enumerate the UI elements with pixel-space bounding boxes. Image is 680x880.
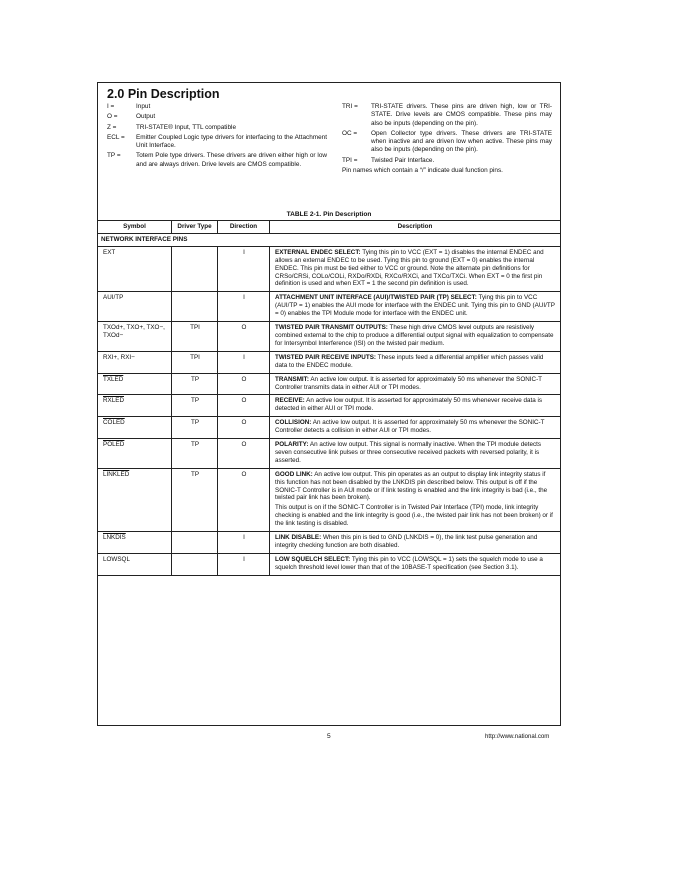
header-direction: Direction <box>218 221 270 234</box>
pin-direction: I <box>218 553 270 575</box>
pin-symbol-text: LNKDIS <box>103 534 126 542</box>
pin-symbol-text: RXI+, RXI− <box>103 353 135 361</box>
definition-text: TRI-STATE® Input, TTL compatible <box>136 123 237 131</box>
pin-description-text: When this pin is tied to GND (LNKDIS = 0), the link test pulse generation and integrity checking function are both disabled. <box>275 534 538 549</box>
pin-description <box>270 439 561 469</box>
pin-direction: I <box>218 532 270 554</box>
section-row <box>98 233 560 246</box>
pin-driver-type: TP <box>172 468 218 531</box>
pin-symbol-text: RXLED <box>103 397 124 405</box>
pin-symbol <box>98 373 172 395</box>
table-row <box>98 351 560 373</box>
definition-key: O = <box>107 113 118 121</box>
pin-symbol <box>98 439 172 469</box>
pin-direction: O <box>218 395 270 417</box>
definition-item <box>107 152 327 169</box>
pin-description-heading: POLARITY: <box>275 441 309 449</box>
pin-symbol <box>98 322 172 352</box>
page-title: 2.0 Pin Description <box>107 87 220 101</box>
pin-description-text: An active low output. This pin operates as an output to display link integrity status if this function has not been disabled by the LNKDIS pin described below. This output is off if the SONIC-T Controller is in AUI mode or if link testing is enabled and the link integrity is bad (i.e., the twisted pair link has been broken). <box>275 470 548 502</box>
pin-description <box>270 553 561 575</box>
pin-symbol <box>98 395 172 417</box>
header-symbol: Symbol <box>98 221 172 234</box>
definition-text: Output <box>136 113 156 121</box>
pin-description-text: These high drive CMOS level outputs are resistively combined external to the chip to produce a differential output signal with equalization to compensate for Intersymbol Interference (ISI) on the twisted pair medium. <box>275 324 554 347</box>
pin-direction: O <box>218 322 270 352</box>
pin-description-text: Tying this pin to VCC (EXT = 1) disables the internal ENDEC and allows an external ENDEC to be used. Tying this pin to ground (EXT = 0) enables the internal ENDEC. This pin must be tied either to VCC or ground. Note the alternate pin definitions for CRSo/CRSi, COLo/COLi, RXDo/RXDi, RXCo/RXCi, and TXCo/TXCi. When EXT = 0 the first pin definition is used and when EXT = 1 the second pin definition is used. <box>275 248 544 288</box>
pin-description-heading: GOOD LINK: <box>275 470 313 478</box>
definition-item <box>342 103 552 128</box>
pin-driver-type: TP <box>172 373 218 395</box>
table-row <box>98 322 560 352</box>
pin-description-heading: RECEIVE: <box>275 397 305 405</box>
definition-key: Z = <box>107 123 117 131</box>
definition-text: Emitter Coupled Logic type drivers for interfacing to the Attachment Unit Interface. <box>136 133 327 150</box>
table-title: TABLE 2-1. Pin Description <box>286 211 372 218</box>
pin-symbol-text: LINKLED <box>103 470 130 478</box>
header-description: Description <box>270 221 561 234</box>
pin-description <box>270 246 561 292</box>
pin-description-heading: EXTERNAL ENDEC SELECT: <box>275 248 361 256</box>
pin-symbol-text: EXT <box>103 248 116 256</box>
header-driver-type: Driver Type <box>172 221 218 234</box>
table-row <box>98 553 560 575</box>
pin-description-text: These inputs feed a differential amplifier which passes valid data to the ENDEC module. <box>275 353 544 369</box>
definition-text: Twisted Pair Interface. <box>371 156 435 164</box>
footer-url[interactable]: http://www.national.com <box>485 733 550 740</box>
table-row <box>98 373 560 395</box>
pin-description <box>270 532 561 554</box>
pin-description-text: Tying this pin to VCC (AUI/TP = 1) enables the AUI mode for interface with the ENDEC unit. Tying this pin to GND (AUI/TP = 0) enables the TPI Module mode for interface with the ENDEC unit. <box>275 294 555 318</box>
table-row <box>98 532 560 554</box>
table-row <box>98 292 560 322</box>
definition-key: I = <box>107 103 115 110</box>
table-row <box>98 439 560 469</box>
pin-description <box>270 468 561 531</box>
definition-text: Totem Pole type drivers. These drivers are driven either high or low and are always driven. Drive levels are CMOS compatible. <box>136 152 327 168</box>
pin-description <box>270 373 561 395</box>
pin-symbol-text: TXLED <box>103 375 124 383</box>
table-row <box>98 468 560 531</box>
definition-item <box>107 134 327 151</box>
pin-description-text: An active low output. It is asserted for approximately 50 ms whenever receive data is detected in either AUI or TPI mode. <box>275 397 543 413</box>
pin-direction: O <box>218 468 270 531</box>
definition-item <box>107 103 327 111</box>
pin-description <box>270 322 561 352</box>
pin-description-text: An active low output. It is asserted for approximately 50 ms whenever the SONIC-T Controller transmits data in either AUI or TPI modes. <box>275 375 542 391</box>
definition-key: TPI = <box>342 156 358 164</box>
pin-driver-type: TP <box>172 417 218 439</box>
pin-direction: I <box>218 351 270 373</box>
definition-text: Open Collector type drivers. These drivers are TRI-STATE when inactive and are driven low when active. These pins may also be inputs (depending on the pin). <box>371 129 552 154</box>
section-label: NETWORK INTERFACE PINS <box>98 233 560 246</box>
definition-item <box>342 157 552 165</box>
pin-symbol <box>98 292 172 322</box>
pin-description-heading: COLLISION: <box>275 419 312 427</box>
pin-symbol-text: POLED <box>103 441 125 449</box>
pin-symbol <box>98 532 172 554</box>
pin-description-table <box>98 220 560 576</box>
pin-description-text: An active low output. It is asserted for approximately 50 ms whenever the SONIC-T Controller detects a collision in either AUI or TPI modes. <box>275 419 545 435</box>
pin-description-text-2: This output is on if the SONIC-T Controller is in Twisted Pair Interface (TPI) mode, link integrity checking is enabled and the link integrity is good (i.e., the twisted pair link has not been broken) or if the link testing is disabled. <box>275 504 553 528</box>
pin-description-text: Tying this pin to VCC (LOWSQL = 1) sets the squelch mode to use a squelch threshold level lower than that of the 10BASE-T specification (see Section 3.1). <box>275 555 543 571</box>
pin-driver-type: TP <box>172 439 218 469</box>
definitions-left <box>107 103 327 171</box>
table-header-row <box>98 221 560 234</box>
pin-description-heading: ATTACHMENT UNIT INTERFACE (AUI)/TWISTED PAIR (TP) SELECT: <box>275 294 477 302</box>
pin-description-heading: TWISTED PAIR RECEIVE INPUTS: <box>275 353 376 361</box>
definition-text: Input <box>136 103 151 110</box>
pin-description <box>270 395 561 417</box>
pin-symbol-text: COLED <box>103 419 125 427</box>
table-row <box>98 395 560 417</box>
pin-direction: O <box>218 439 270 469</box>
pin-symbol <box>98 553 172 575</box>
definition-item <box>342 130 552 155</box>
pin-description-heading: TRANSMIT: <box>275 375 309 383</box>
pin-driver-type: TP <box>172 395 218 417</box>
pin-direction: I <box>218 246 270 292</box>
pin-driver-type <box>172 292 218 322</box>
pin-driver-type <box>172 532 218 554</box>
definition-key: OC = <box>342 129 358 137</box>
pin-driver-type: TPI <box>172 351 218 373</box>
pin-symbol-text: LOWSQL <box>103 555 130 563</box>
pin-symbol-text: TXOd+, TXO+, TXO−, TXOd− <box>103 324 165 339</box>
pin-driver-type <box>172 246 218 292</box>
pin-driver-type <box>172 553 218 575</box>
definition-key: TRI = <box>342 103 358 110</box>
table-row <box>98 417 560 439</box>
pin-direction: O <box>218 373 270 395</box>
pin-description <box>270 417 561 439</box>
pin-description-heading: LINK DISABLE: <box>275 534 322 542</box>
pin-direction: I <box>218 292 270 322</box>
pin-driver-type: TPI <box>172 322 218 352</box>
pin-description <box>270 351 561 373</box>
definition-text: TRI-STATE drivers. These pins are driven high, low or TRI-STATE. Drive levels are CMOS compatible. These pins may also be inputs (depending on the pin). <box>371 103 552 127</box>
definitions-note: Pin names which contain a “/” indicate dual function pins. <box>342 167 503 175</box>
definition-item <box>107 124 327 132</box>
pin-symbol-text: AUI/TP <box>103 294 124 302</box>
page-number: 5 <box>327 733 331 740</box>
pin-direction: O <box>218 417 270 439</box>
pin-description-text: An active low output. This signal is normally inactive. When the TPI module detects seven consecutive link pulses or three consecutive received packets with reversed polarity, it is asserted. <box>275 441 541 464</box>
pin-symbol <box>98 468 172 531</box>
pin-symbol <box>98 351 172 373</box>
definition-key: TP = <box>107 152 121 160</box>
definition-key: ECL = <box>107 133 125 141</box>
pin-description-heading: TWISTED PAIR TRANSMIT OUTPUTS: <box>275 324 388 332</box>
pin-description <box>270 292 561 322</box>
pin-symbol <box>98 246 172 292</box>
pin-symbol <box>98 417 172 439</box>
definition-item <box>107 113 327 121</box>
definitions-right <box>342 103 552 175</box>
page-frame <box>97 82 561 726</box>
table-row <box>98 246 560 292</box>
pin-description-heading: LOW SQUELCH SELECT: <box>275 555 351 563</box>
